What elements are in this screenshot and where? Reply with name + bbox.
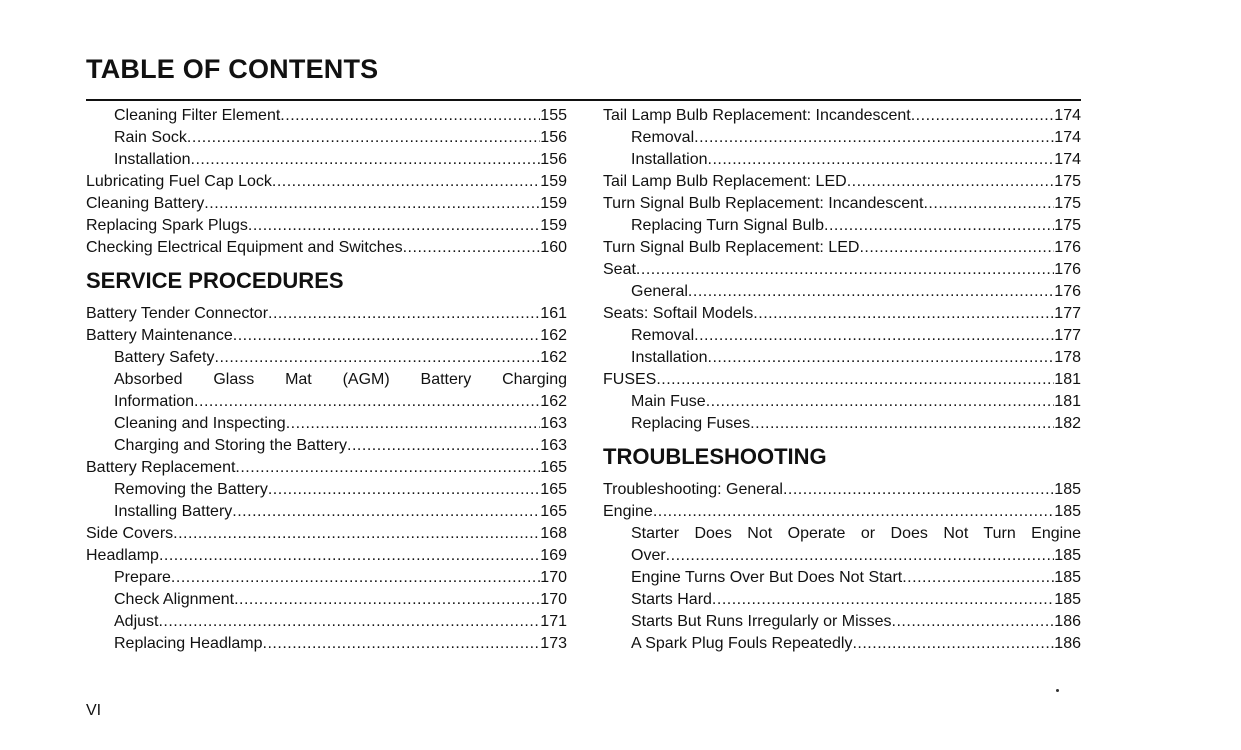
toc-entry-line1: Absorbed Glass Mat (AGM) Battery Charging [114,371,567,388]
toc-entry-page: 159 [540,173,567,190]
section-heading: TROUBLESHOOTING [603,444,827,469]
toc-entry[interactable] [86,347,567,369]
toc-entry-title: Charging and Storing the Battery [114,437,348,454]
toc-entry[interactable] [86,237,567,259]
toc-entry-title: Replacing Headlamp [114,635,263,652]
toc-entry-page: 159 [540,195,567,212]
toc-entry-page: 185 [1054,547,1081,564]
dot-leader [911,105,1055,127]
dot-leader [159,545,540,567]
toc-entry-page: 175 [1054,217,1081,234]
dot-leader [708,347,1055,369]
toc-entry-page: 176 [1054,239,1081,256]
toc-entry-page: 176 [1054,261,1081,278]
toc-entry-title: Installation [631,151,708,168]
toc-entry[interactable] [603,127,1081,149]
toc-entry[interactable] [86,325,567,347]
toc-entry-title: Engine Turns Over But Does Not Start [631,569,903,586]
toc-entry-page: 185 [1054,503,1081,520]
toc-entry[interactable] [603,633,1081,655]
dot-leader [852,633,1054,655]
toc-entry-page: 186 [1054,635,1081,652]
dot-leader [235,457,540,479]
toc-entry[interactable] [86,435,567,457]
toc-entry-title: Battery Tender Connector [86,305,269,322]
dot-leader [272,171,540,193]
toc-entry-page: 165 [540,503,567,520]
toc-entry[interactable] [86,479,567,501]
toc-entry[interactable] [603,215,1081,237]
dot-leader [923,193,1054,215]
toc-entry[interactable] [86,501,567,523]
toc-entry-page: 175 [1054,173,1081,190]
dot-leader [708,149,1055,171]
toc-entry[interactable] [603,259,1081,281]
toc-entry-title: Battery Maintenance [86,327,233,344]
toc-entry-page: 155 [540,107,567,124]
dot-leader [233,325,541,347]
toc-entry-page: 159 [540,217,567,234]
toc-entry-title: A Spark Plug Fouls Repeatedly [631,635,853,652]
dot-leader [194,391,540,413]
dot-leader [902,567,1054,589]
dot-leader [263,633,541,655]
dot-leader [158,611,540,633]
dot-leader [694,325,1054,347]
page-title: TABLE OF CONTENTS [86,54,379,84]
toc-entry[interactable] [86,215,567,237]
toc-entry-page: 162 [540,393,567,410]
toc-entry-page: 174 [1054,107,1081,124]
dot-leader [234,589,540,611]
toc-entry-page: 165 [540,459,567,476]
toc-entry-page: 171 [540,613,567,630]
dot-leader [824,215,1054,237]
toc-entry-title: Tail Lamp Bulb Replacement: LED [603,173,847,190]
toc-entry-title: Removing the Battery [114,481,268,498]
toc-entry-page: 156 [540,151,567,168]
toc-entry-page: 162 [540,349,567,366]
dot-leader [706,391,1055,413]
toc-entry[interactable] [86,611,567,633]
dot-leader [783,479,1054,501]
dot-leader [280,105,540,127]
toc-entry-title: Information [114,393,195,410]
toc-entry-page: 175 [1054,195,1081,212]
toc-entry-title: Seats: Softail Models [603,305,754,322]
toc-entry-title: Lubricating Fuel Cap Lock [86,173,272,190]
toc-entry[interactable] [603,611,1081,633]
section-heading: SERVICE PROCEDURES [86,268,344,293]
dot-leader [268,479,540,501]
toc-entry[interactable] [603,501,1081,523]
toc-entry[interactable] [603,347,1081,369]
toc-entry-line1: Starter Does Not Operate or Does Not Turn Engine [631,525,1081,542]
toc-entry-page: 160 [540,239,567,256]
toc-entry[interactable] [86,149,567,171]
toc-entry-page: 174 [1054,151,1081,168]
dot-leader [268,303,540,325]
toc-entry[interactable] [86,413,567,435]
toc-entry-title: Replacing Fuses [631,415,751,432]
toc-entry-page: 156 [540,129,567,146]
dot-leader [750,413,1054,435]
toc-entry-page: 186 [1054,613,1081,630]
dot-leader [656,369,1054,391]
toc-entry[interactable] [603,391,1081,413]
dot-leader [753,303,1054,325]
toc-entry[interactable] [86,457,567,479]
toc-entry-title: Turn Signal Bulb Replacement: Incandescent [603,195,924,212]
toc-entry-title: Cleaning Filter Element [114,107,281,124]
dot-leader [666,545,1055,567]
toc-entry-page: 173 [540,635,567,652]
toc-entry[interactable] [603,171,1081,193]
toc-entry-page: 174 [1054,129,1081,146]
toc-entry-title: Battery Safety [114,349,215,366]
toc-entry-title: Starts Hard [631,591,712,608]
toc-entry-page: 182 [1054,415,1081,432]
toc-entry-title: Side Covers [86,525,174,542]
dot-leader [653,501,1054,523]
toc-entry-title: Main Fuse [631,393,706,410]
toc-entry-page: 169 [540,547,567,564]
toc-entry-title: Installation [114,151,191,168]
toc-entry-title: Checking Electrical Equipment and Switches [86,239,403,256]
toc-entry-page: 168 [540,525,567,542]
toc-entry-title: Installation [631,349,708,366]
toc-entry-page: 170 [540,591,567,608]
toc-entry[interactable] [86,303,567,325]
toc-entry[interactable] [86,545,567,567]
toc-entry-title: Cleaning Battery [86,195,205,212]
dot-leader [232,501,540,523]
toc-entry-title: Headlamp [86,547,159,564]
toc-entry-page: 185 [1054,481,1081,498]
toc-entry-title: Installing Battery [114,503,233,520]
dot-leader [712,589,1054,611]
dot-leader [347,435,540,457]
toc-entry-title: Tail Lamp Bulb Replacement: Incandescent [603,107,911,124]
dot-leader [859,237,1054,259]
toc-entry-title: Prepare [114,569,171,586]
toc-entry[interactable] [86,105,567,127]
toc-entry-title: Check Alignment [114,591,235,608]
toc-entry[interactable] [86,127,567,149]
toc-entry[interactable] [603,193,1081,215]
toc-entry-page: 181 [1054,393,1081,410]
page-number: VI [86,702,102,719]
toc-entry[interactable] [603,281,1081,303]
toc-entry-title: Adjust [114,613,159,630]
dot-leader [173,523,540,545]
toc-entry[interactable] [86,391,567,413]
toc-entry[interactable] [603,237,1081,259]
toc-entry[interactable] [603,479,1081,501]
stray-mark [1056,689,1059,692]
toc-entry-title: Engine [603,503,653,520]
toc-entry-page: 185 [1054,569,1081,586]
dot-leader [215,347,541,369]
toc-entry[interactable] [603,545,1081,567]
dot-leader [248,215,540,237]
toc-entry-title: Removal [631,327,695,344]
dot-leader [636,259,1054,281]
toc-entry[interactable] [603,369,1081,391]
toc-entry-title: Rain Sock [114,129,187,146]
toc-entry-title: FUSES [603,371,657,388]
toc-entry[interactable] [603,325,1081,347]
dot-leader [204,193,540,215]
toc-entry-page: 185 [1054,591,1081,608]
toc-entry-title: Over [631,547,666,564]
toc-entry-page: 163 [540,437,567,454]
dot-leader [688,281,1054,303]
toc-entry[interactable] [86,171,567,193]
toc-entry[interactable] [603,105,1081,127]
toc-column-left [86,105,567,655]
toc-entry[interactable] [603,567,1081,589]
toc-entry-page: 162 [540,327,567,344]
toc-entry[interactable] [86,633,567,655]
dot-leader [286,413,541,435]
toc-entry[interactable] [603,413,1081,435]
toc-entry-page: 170 [540,569,567,586]
dot-leader [171,567,540,589]
dot-leader [694,127,1054,149]
toc-entry[interactable] [603,149,1081,171]
toc-entry-page: 177 [1054,327,1081,344]
toc-entry-page: 177 [1054,305,1081,322]
toc-entry-title: Seat [603,261,636,278]
toc-entry-title: Troubleshooting: General [603,481,783,498]
toc-entry-title: General [631,283,688,300]
toc-entry-title: Replacing Turn Signal Bulb [631,217,825,234]
toc-entry-title: Replacing Spark Plugs [86,217,248,234]
toc-entry[interactable] [86,523,567,545]
toc-entry-title: Cleaning and Inspecting [114,415,286,432]
toc-entry[interactable] [86,193,567,215]
toc-entry-title: Battery Replacement [86,459,236,476]
toc-entry-page: 178 [1054,349,1081,366]
toc-entry-page: 176 [1054,283,1081,300]
title-rule [86,99,1081,101]
toc-entry[interactable] [86,567,567,589]
toc-entry[interactable] [603,589,1081,611]
toc-entry-page: 165 [540,481,567,498]
dot-leader [191,149,541,171]
toc-entry-title: Turn Signal Bulb Replacement: LED [603,239,860,256]
toc-entry-title: Removal [631,129,695,146]
toc-column-right [603,105,1081,655]
toc-entry[interactable] [86,589,567,611]
toc-entry-page: 163 [540,415,567,432]
toc-entry-page: 181 [1054,371,1081,388]
toc-entry-page: 161 [540,305,567,322]
dot-leader [847,171,1055,193]
toc-entry[interactable] [603,303,1081,325]
dot-leader [403,237,541,259]
dot-leader [892,611,1055,633]
toc-entry-title: Starts But Runs Irregularly or Misses [631,613,892,630]
dot-leader [187,127,540,149]
